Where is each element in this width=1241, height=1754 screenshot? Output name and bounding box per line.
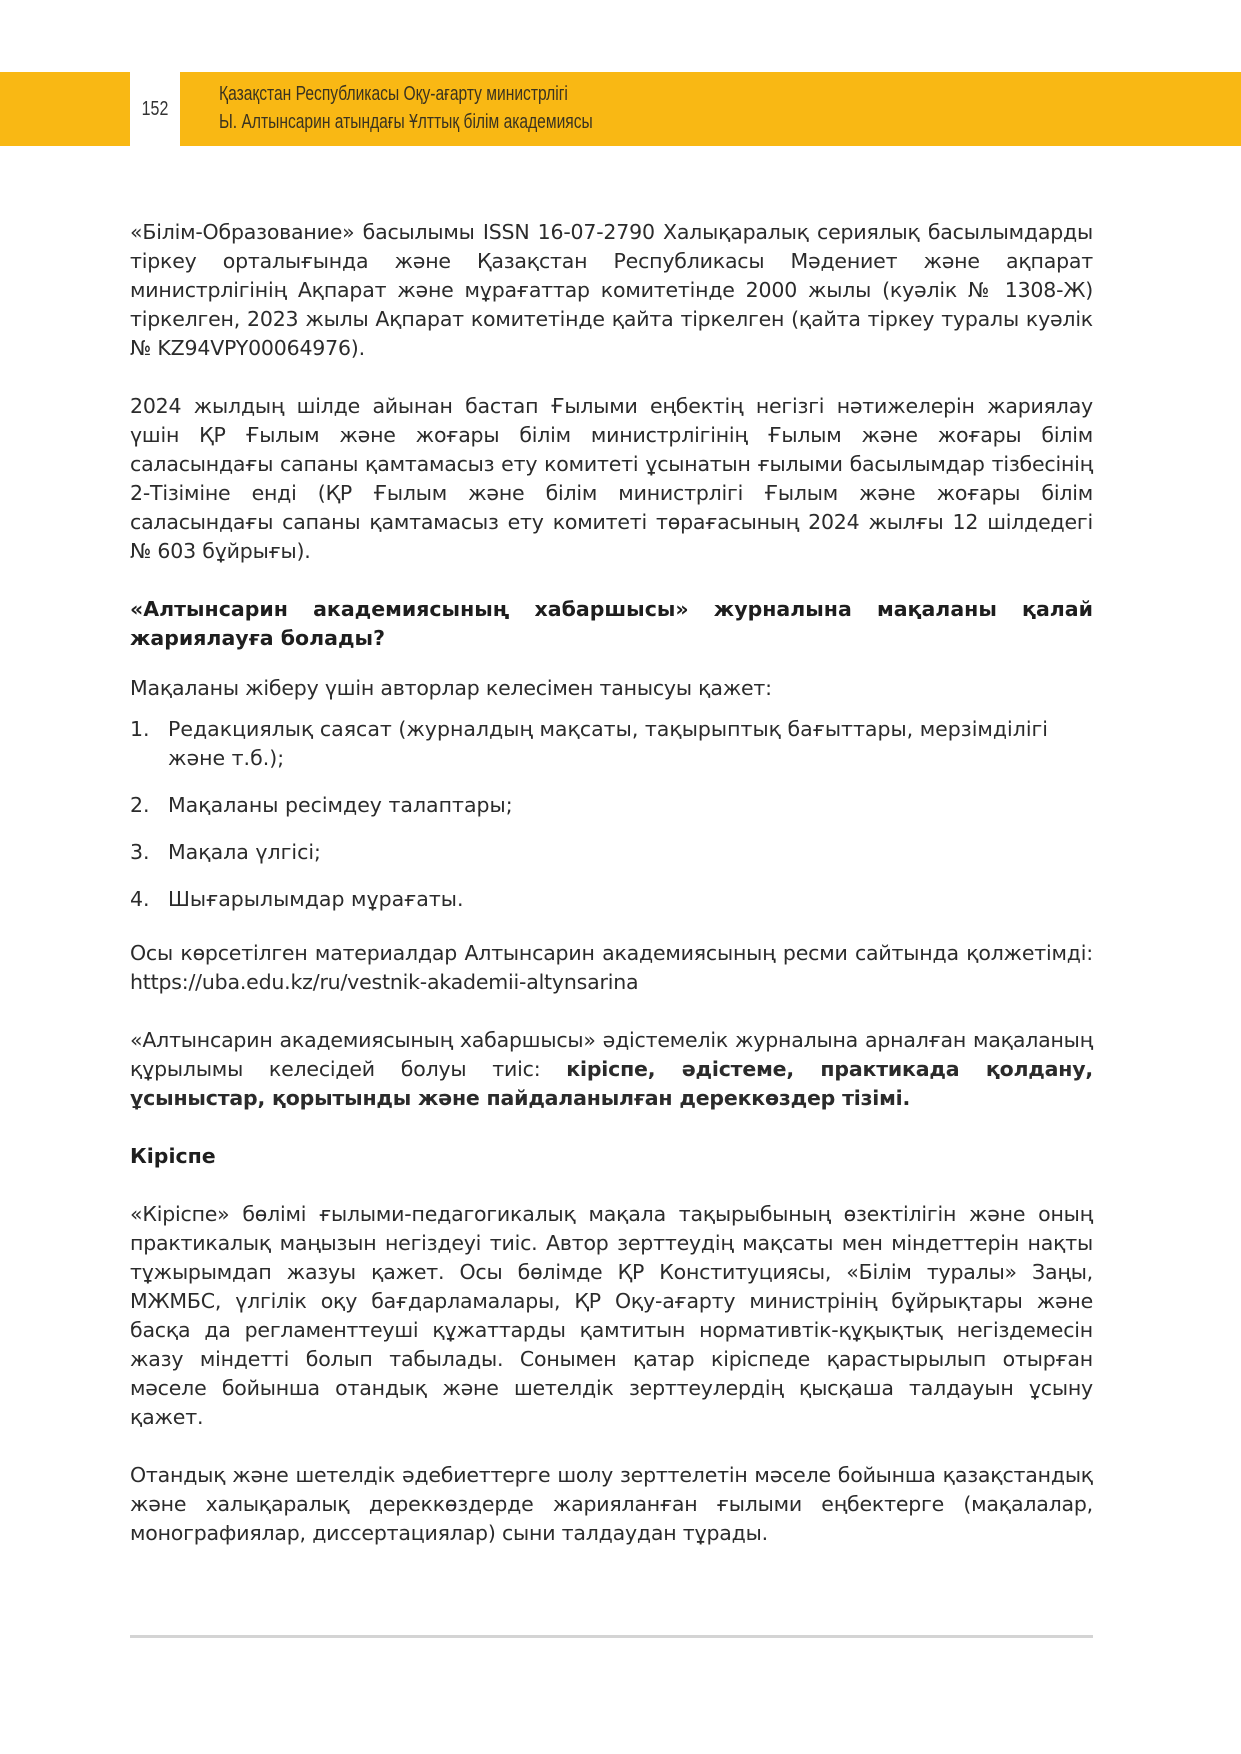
paragraph-list-inclusion: 2024 жылдың шілде айынан бастап Ғылыми еңбектің негізгі нәтижелерін жариялау үшін ҚР Ғылым және жоғары білім министрлігінің Ғылым және жоғары білім саласындағы сапаны қамтамасыз ету комитеті ұсынатын ғылыми басылымдар тізбесінің 2-Тізіміне енді (ҚР Ғылым және білім министрлігі Ғылым және жоғары білім саласындағы сапаны қамтамасыз ету комитеті төрағасының 2024 жылғы 12 шілдедегі № 603 бұйрығы). [130,394,1093,563]
header-ministry: Қазақстан Республикасы Оқу-ағарту министрлігі [219,83,568,105]
paragraph-literature-review: Отандық және шетелдік әдебиеттерге шолу зерттелетін мәселе бойынша қазақстандық және халықаралық дереккөздерде жарияланған ғылыми еңбектерге (мақалалар, монографиялар, диссертациялар) сыни талдаудан тұрады. [130,1463,1093,1545]
header-accent-block [0,72,130,146]
section-heading-introduction: Кіріспе [130,1144,216,1168]
paragraph-website: Осы көрсетілген материалдар Алтынсарин академиясының ресми сайтында қолжетімді: https://uba.edu.kz/ru/vestnik-akademii-altynsarina [130,941,1093,994]
requirements-list [130,715,1093,914]
header-academy: Ы. Алтынсарин атындағы Ұлттық білім академиясы [219,111,593,133]
paragraph-structure: «Алтынсарин академиясының хабаршысы» әдістемелік журналына арналған мақаланың құрылымы келесідей болуы тиіс: кіріспе, әдістеме, практикада қолдану, ұсыныстар, қорытынды және пайдаланылған дереккөздер тізімі. [130,1028,1093,1110]
paragraph-introduction-section: «Кіріспе» бөлімі ғылыми-педагогикалық мақала тақырыбының өзектілігін және оның практикалық маңызын негіздеуі тиіс. Автор зерттеудің мақсаты мен міндеттерін нақты тұжырымдап жазуы қажет. Осы бөлімде ҚР Конституциясы, «Білім туралы» Заңы, МЖМБС, үлгілік оқу бағдарламалары, ҚР Оқу-ағарту министрінің бұйрықтары және басқа да регламенттеуші құжаттарды қамтитын нормативтік-құқықтық негіздемесін жазу міндетті болып табылады. Сонымен қатар кіріспеде қарастырылып отырған мәселе бойынша отандық және шетелдік зерттеулердің қысқаша талдауын ұсыну қажет. [130,1202,1093,1429]
list-item: 3. Мақала үлгісі; [130,840,321,864]
list-item: 2. Мақаланы ресімдеу талаптары; [130,793,513,817]
paragraph-intro: Мақаланы жіберу үшін авторлар келесімен танысуы қажет: [130,676,772,700]
list-item: 1. Редакциялық саясат (журналдың мақсаты, тақырыптық бағыттары, мерзімділігі және т.б.); [130,717,1048,770]
footer-divider [130,1635,1093,1638]
paragraph-registration: «Білім-Образование» басылымы ISSN 16-07-2790 Халықаралық сериялық басылымдарды тіркеу орталығында және Қазақстан Республикасы Мәдениет және ақпарат министрлігінің Ақпарат және мұрағаттар комитетінде 2000 жылы (куәлік № 1308-Ж) тіркелген, 2023 жылы Ақпарат комитетінде қайта тіркелген (қайта тіркеу туралы куәлік № KZ94VPY00064976). [130,220,1093,360]
page-content [130,218,1093,1548]
list-item: 4. Шығарылымдар мұрағаты. [130,887,464,911]
page-number: 152 [141,98,169,120]
section-heading-how-to-publish: «Алтынсарин академиясының хабаршысы» журналына мақаланы қалай жариялауға болады? [130,597,1093,650]
